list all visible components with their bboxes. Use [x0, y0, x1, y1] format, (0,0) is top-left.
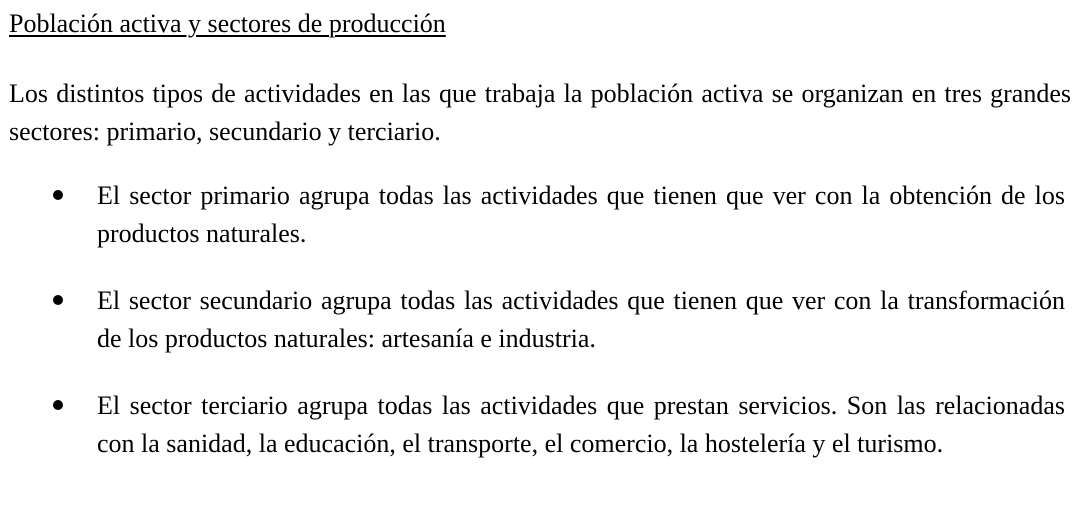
bullet-dot-icon [53, 400, 63, 410]
bullet-text: El sector primario agrupa todas las actividades que tienen que ver con la obtención de los productos naturales. [97, 181, 1065, 248]
list-item-secondary-sector [0, 282, 1084, 358]
intro-paragraph: Los distintos tipos de actividades en las que trabaja la población activa se organizan en tres grandes sectores: primario, secundario y terciario. [9, 79, 1071, 146]
bullet-list [0, 177, 1084, 492]
page-title: Población activa y sectores de producción [9, 9, 446, 38]
bullet-text: El sector terciario agrupa todas las actividades que prestan servicios. Son las relacionadas con la sanidad, la educación, el transporte, el comercio, la hostelería y el turismo. [97, 391, 1065, 458]
bullet-dot-icon [53, 190, 63, 200]
bullet-dot-icon [53, 295, 63, 305]
list-item-primary-sector [0, 177, 1084, 253]
bullet-text: El sector secundario agrupa todas las actividades que tienen que ver con la transformación de los productos naturales: artesanía e industria. [97, 286, 1065, 353]
list-item-tertiary-sector [0, 387, 1084, 463]
